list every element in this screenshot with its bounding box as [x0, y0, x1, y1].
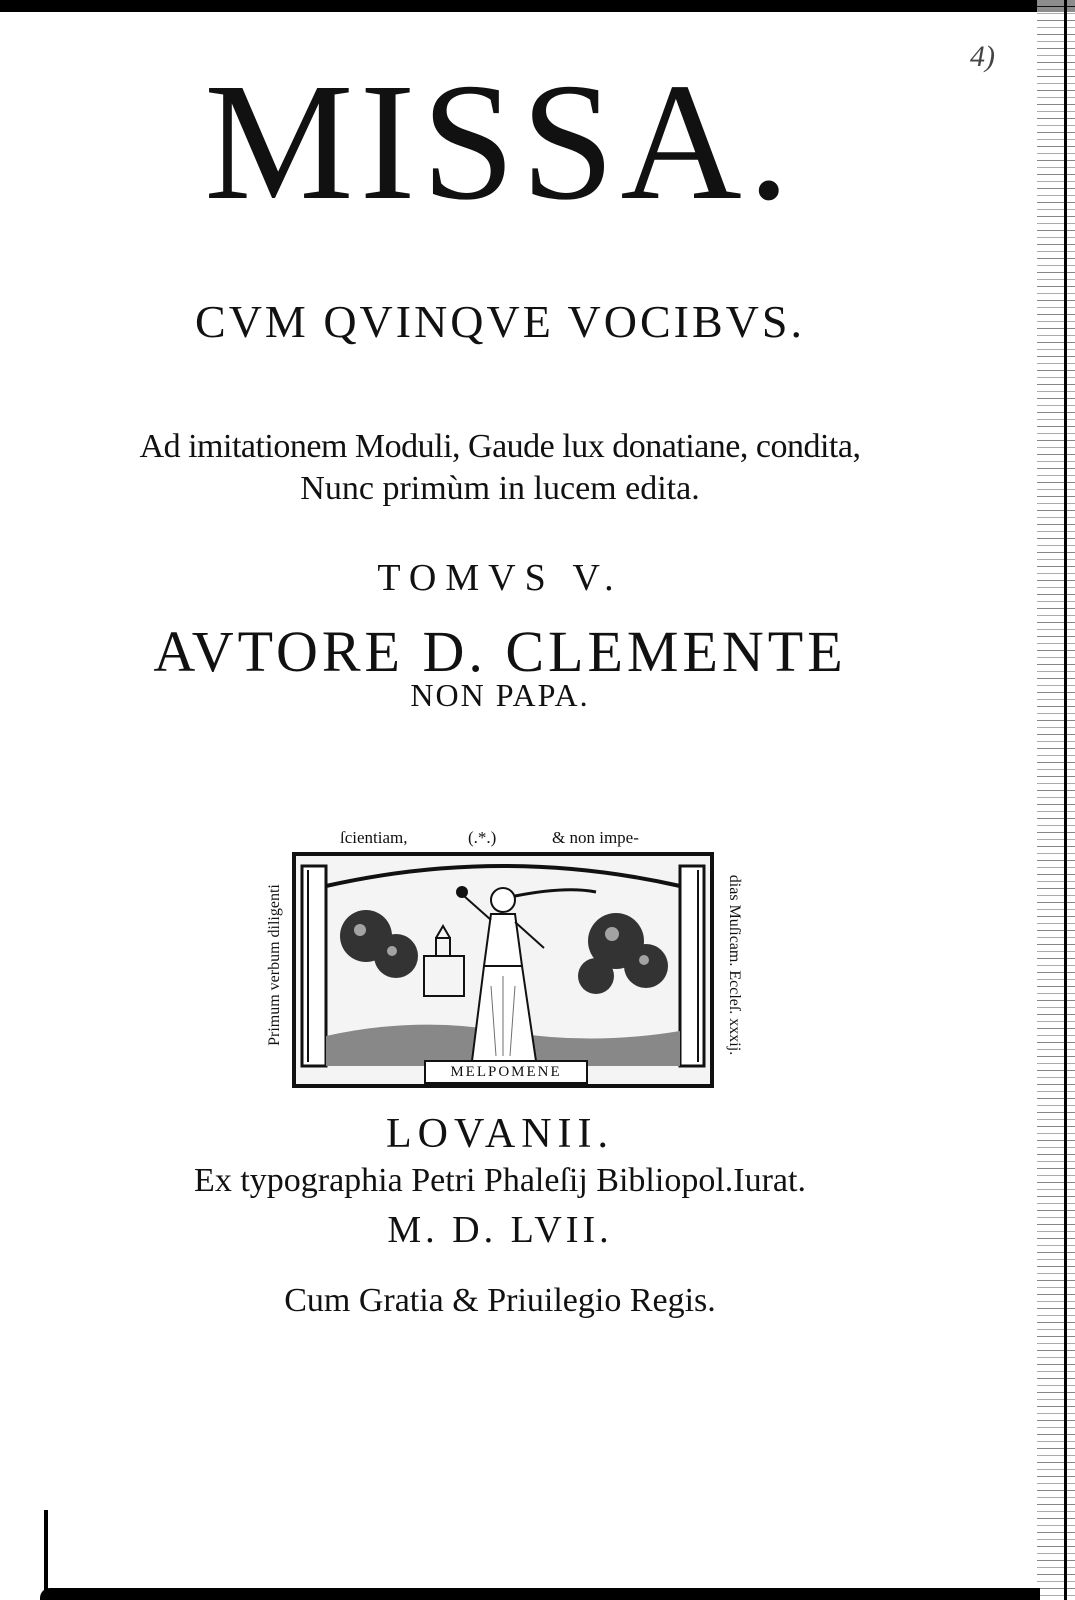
printer-emblem	[256, 828, 746, 1098]
emblem-side-right: dias Muſicam. Eccleſ. xxxij.	[726, 874, 743, 1056]
emblem-caption-right: & non impe-	[552, 828, 639, 847]
subtitle: CVM QVINQVE VOCIBVS.	[195, 296, 805, 347]
scan-page-edge	[1037, 0, 1075, 1600]
folio-note: 4)	[970, 40, 995, 73]
dedication-line-2: Nunc primùm in lucem edita.	[300, 470, 700, 507]
author-line-2: NON PAPA.	[410, 677, 590, 713]
imprint-place: LOVANII.	[385, 1111, 615, 1157]
scan-border-right	[1064, 0, 1067, 1600]
scan-border-top	[0, 0, 1075, 12]
privilege-line: Cum Gratia & Priuilegio Regis.	[284, 1282, 716, 1319]
page-title: MISSA.	[204, 49, 796, 235]
author-line-1: AVTORE D. CLEMENTE	[153, 619, 847, 684]
volume-label: TOMVS V.	[377, 557, 623, 599]
dedication-line-1: Ad imitationem Moduli, Gaude lux donatiane, condita,	[139, 428, 861, 465]
melpomene-woodcut	[296, 856, 710, 1084]
scan-border-bottom	[40, 1588, 1040, 1600]
emblem-caption-center: (.*.)	[468, 828, 497, 847]
imprint-printer: Ex typographia Petri Phaleſij Bibliopol.Iurat.	[194, 1162, 806, 1199]
emblem-side-left: Primum verbum diligenti	[266, 884, 283, 1046]
emblem-label: MELPOMENE	[424, 1060, 588, 1084]
woodcut-illustration	[292, 852, 714, 1088]
imprint-year: M. D. LVII.	[387, 1209, 613, 1251]
emblem-caption-left: ſcientiam,	[340, 828, 408, 847]
scan-margin-mark	[44, 1510, 48, 1590]
